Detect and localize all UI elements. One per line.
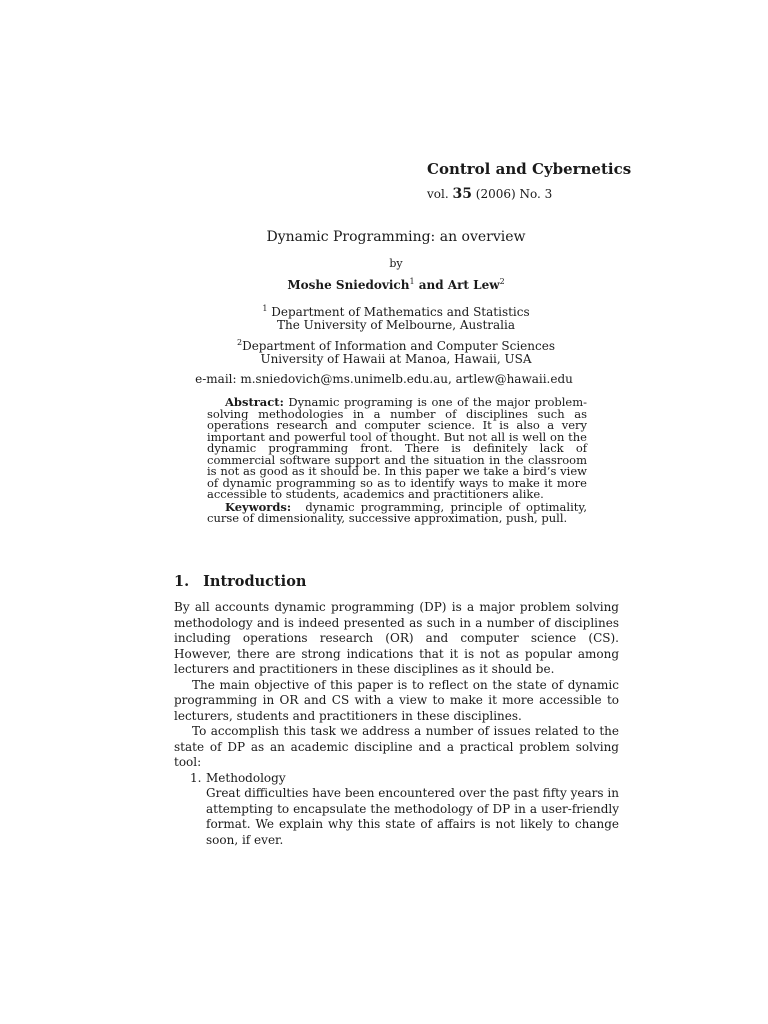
affiliation-1-line-1: $^1$ Department of Mathematics and Statistics [262, 304, 530, 319]
affiliation-2-mark: 2 [236, 338, 243, 347]
list-item-body: Great difficulties have been encountered over the past fifty years in attempting to encapsulate the methodology of DP in a user-friendly format. We explain why this state of affairs is not likely to change soon, if ever. [206, 786, 619, 847]
author-2-mark: 2 [499, 277, 505, 286]
author-conjunction: and [414, 278, 448, 292]
journal-volume-line [427, 186, 552, 202]
section-title: Introduction [203, 573, 307, 590]
vol-prefix: vol. [427, 187, 449, 201]
list-item-marker: 1. [190, 770, 202, 785]
list-item [174, 771, 619, 849]
body-paragraph-2: The main objective of this paper is to reflect on the state of dynamic programming in OR and CS with a view to make it more accessible to lecturers, students and practitioners in these disciplines. [174, 677, 619, 723]
email-line: e-mail: m.sniedovich@ms.unimelb.edu.au, artlew@hawaii.edu [195, 372, 573, 386]
year-issue: (2006) No. 3 [475, 187, 553, 201]
affiliation-2-line-2: University of Hawaii at Manoa, Hawaii, USA [260, 352, 532, 366]
abstract-text: Dynamic programing is one of the major problem-solving methodologies in a number of disciplines such as operations research and computer science. It is also a very important and powerful tool of thought. But not all is well on the dynamic programming front. There is definitely lack of commercial software support and the situation in the classroom is not as good as it should be. In this paper we take a bird’s view of dynamic programming so as to identify ways to make it more accessible to students, academics and practitioners alike. [207, 395, 588, 501]
keywords-text: dynamic programming, principle of optimality, curse of dimensionality, successive approximation, push, pull. [207, 499, 588, 525]
section-heading [174, 573, 306, 590]
affiliation-1-line-2: The University of Melbourne, Australia [277, 318, 515, 332]
abstract-block [207, 397, 587, 525]
by-line: by [389, 257, 403, 270]
volume-number: 35 [452, 186, 472, 202]
author-1-mark: 1 [409, 277, 415, 286]
body-paragraph-3: To accomplish this task we address a number of issues related to the state of DP as an academic discipline and a practical problem solving tool: [174, 724, 619, 769]
section-number: 1. [174, 573, 190, 590]
list-item-title: Methodology [206, 770, 286, 785]
abstract-label: Abstract: [225, 395, 284, 409]
journal-name: Control and Cybernetics [427, 160, 632, 178]
affiliation-1-mark: 1 [262, 304, 268, 313]
abstract-paragraph [207, 397, 587, 501]
keywords-label: Keywords: [225, 499, 292, 514]
affiliation-2-line-1: $^2$Department of Information and Computer Sciences [236, 338, 555, 353]
body-paragraph-1: By all accounts dynamic programming (DP) is a major problem solving methodology and is indeed presented as such in a number of disciplines including operations research (OR) and computer science (CS). However, there are strong indications that it is not as popular among lecturers and practitioners in these disciplines as it should be. [174, 600, 619, 676]
authors [0, 277, 768, 292]
keywords-paragraph [207, 499, 588, 525]
author-1: Moshe Sniedovich [287, 278, 410, 292]
author-2: Art Lew [447, 278, 500, 292]
paper-title: Dynamic Programming: an overview [266, 229, 526, 245]
section-body [174, 600, 619, 848]
